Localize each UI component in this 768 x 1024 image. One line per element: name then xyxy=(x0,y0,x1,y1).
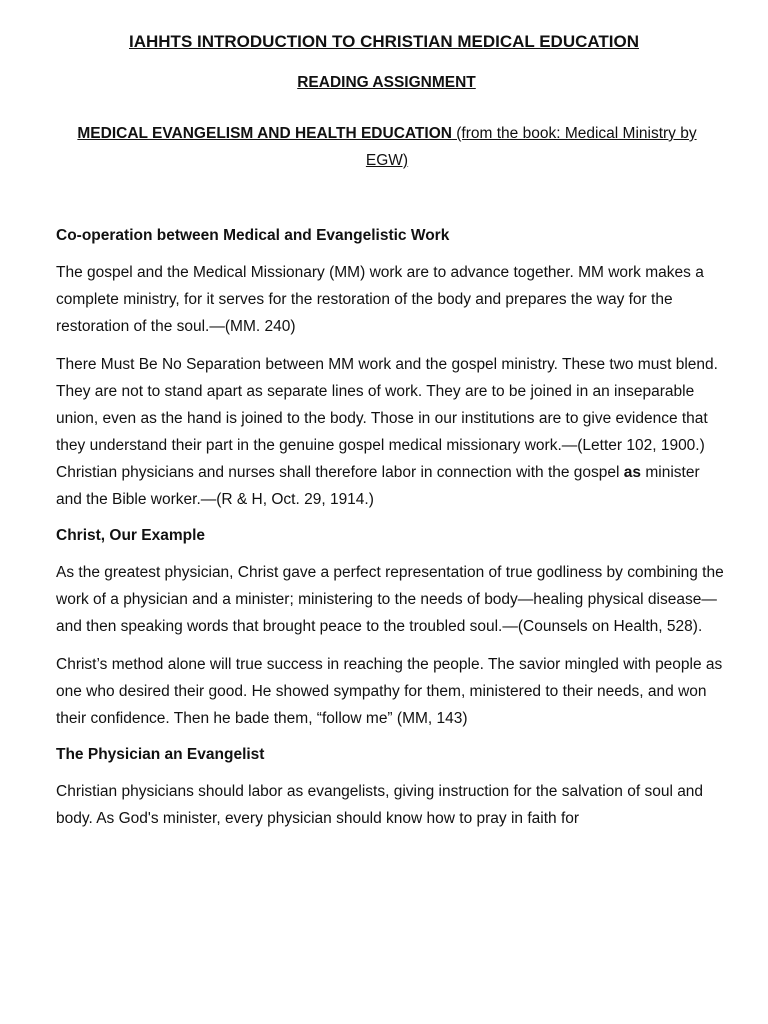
section-heading: Co-operation between Medical and Evangelistic Work xyxy=(56,227,450,244)
document-title: IAHHTS INTRODUCTION TO CHRISTIAN MEDICAL EDUCATION xyxy=(129,32,639,51)
section-heading: The Physician an Evangelist xyxy=(56,746,265,763)
paragraph-bold-text: as xyxy=(623,464,642,481)
paragraph: The gospel and the Medical Missionary (MM) work are to advance together. MM work makes a complete ministry, for it serves for the restoration of the body and prepares the way for the restoration of the soul.—(MM. 240) xyxy=(56,264,704,335)
paragraph-text: minister and the Bible worker.—(R & H, Oct. 29, 1914.) xyxy=(56,464,700,508)
document-topic xyxy=(56,120,718,174)
paragraph-text: There Must Be No Separation between MM work and the gospel ministry. These two must blend. They are not to stand apart as separate lines of work. They are to be joined in an inseparable union, even as the hand is joined to the body. Those in our institutions are to give evidence that they understand their part in the genuine gospel medical missionary work.—(Letter 102, 1900.) Christian physicians and nurses shall therefore labor in connection with the gospel xyxy=(56,356,718,481)
section-physician-evangelist xyxy=(56,743,724,832)
topic-source: (from the book: Medical Ministry by EGW) xyxy=(365,125,697,169)
section-christ-example xyxy=(56,524,724,732)
paragraph: Christ’s method alone will true success in reaching the people. The savior mingled with people as one who desired their good. He showed sympathy for them, ministered to their needs, and won their confidence. Then he bade them, “follow me” (MM, 143) xyxy=(56,656,723,727)
document-subtitle: READING ASSIGNMENT xyxy=(297,74,476,91)
paragraph: As the greatest physician, Christ gave a perfect representation of true godliness by combining the work of a physician and a minister; ministering to the needs of body—healing physical disease—and then speaking words that brought peace to the troubled soul.—(Counsels on Health, 528). xyxy=(56,564,724,635)
paragraph: Christian physicians should labor as evangelists, giving instruction for the salvation of soul and body. As God's minister, every physician should know how to pray in faith for xyxy=(56,783,704,827)
section-cooperation xyxy=(56,224,724,513)
section-heading: Christ, Our Example xyxy=(56,527,206,544)
topic-title: MEDICAL EVANGELISM AND HEALTH EDUCATION xyxy=(77,125,452,142)
document-body xyxy=(56,224,724,843)
paragraph xyxy=(56,351,724,513)
